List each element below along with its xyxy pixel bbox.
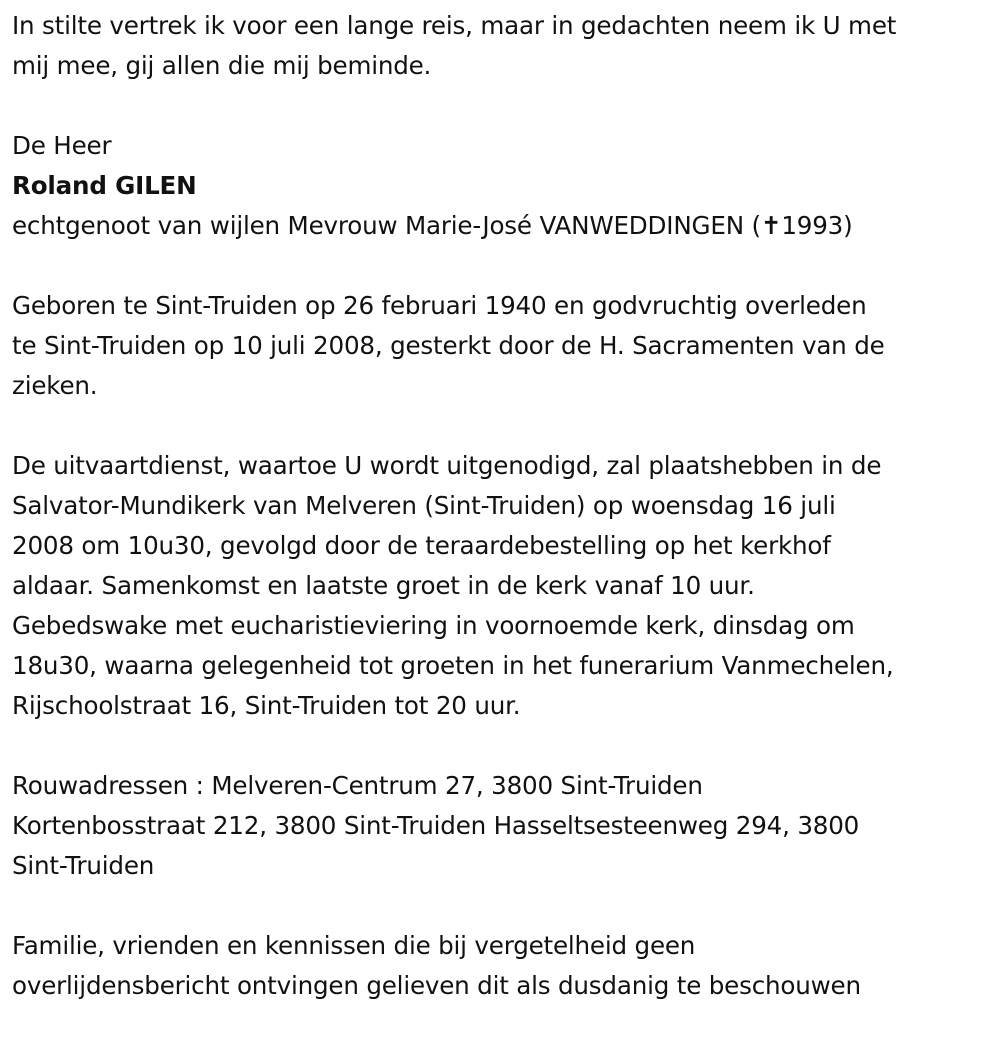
funeral-paragraph [12,446,990,726]
funeral-line-1: De uitvaartdienst, waartoe U wordt uitgenodigd, zal plaatshebben in de [12,451,882,480]
intro-line-1: In stilte vertrek ik voor een lange reis, maar in gedachten neem ik U met [12,11,897,40]
addresses-line-1: Rouwadressen : Melveren-Centrum 27, 3800 Sint-Truiden [12,771,703,800]
spouse-line: echtgenoot van wijlen Mevrouw Marie-José VANWEDDINGEN (✝1993) [12,211,853,240]
paragraph-spacer [12,886,990,926]
funeral-line-2: Salvator-Mundikerk van Melveren (Sint-Truiden) op woensdag 16 juli [12,491,836,520]
addresses-paragraph [12,766,990,886]
intro-paragraph [12,6,990,86]
paragraph-spacer [12,406,990,446]
paragraph-spacer [12,726,990,766]
paragraph-spacer [12,246,990,286]
funeral-line-4: aldaar. Samenkomst en laatste groet in de kerk vanaf 10 uur. [12,571,755,600]
salutation: De Heer [12,131,112,160]
funeral-line-7: Rijschoolstraat 16, Sint-Truiden tot 20 uur. [12,691,521,720]
closing-line-1: Familie, vrienden en kennissen die bij vergetelheid geen [12,931,696,960]
closing-paragraph [12,926,990,1006]
funeral-line-5: Gebedswake met eucharistieviering in voornoemde kerk, dinsdag om [12,611,855,640]
addresses-line-2: Kortenbosstraat 212, 3800 Sint-Truiden Hasseltsesteenweg 294, 3800 [12,811,860,840]
birth-line-1: Geboren te Sint-Truiden op 26 februari 1940 en godvruchtig overleden [12,291,867,320]
birth-line-3: zieken. [12,371,98,400]
birth-death-paragraph [12,286,990,406]
intro-line-2: mij mee, gij allen die mij beminde. [12,51,432,80]
funeral-line-6: 18u30, waarna gelegenheid tot groeten in het funerarium Vanmechelen, [12,651,894,680]
funeral-line-3: 2008 om 10u30, gevolgd door de teraardebestelling op het kerkhof [12,531,831,560]
closing-line-2: overlijdensbericht ontvingen gelieven dit als dusdanig te beschouwen [12,971,861,1000]
addresses-line-3: Sint-Truiden [12,851,155,880]
deceased-name: Roland GILEN [12,171,197,200]
paragraph-spacer [12,86,990,126]
birth-line-2: te Sint-Truiden op 10 juli 2008, gesterkt door de H. Sacramenten van de [12,331,885,360]
